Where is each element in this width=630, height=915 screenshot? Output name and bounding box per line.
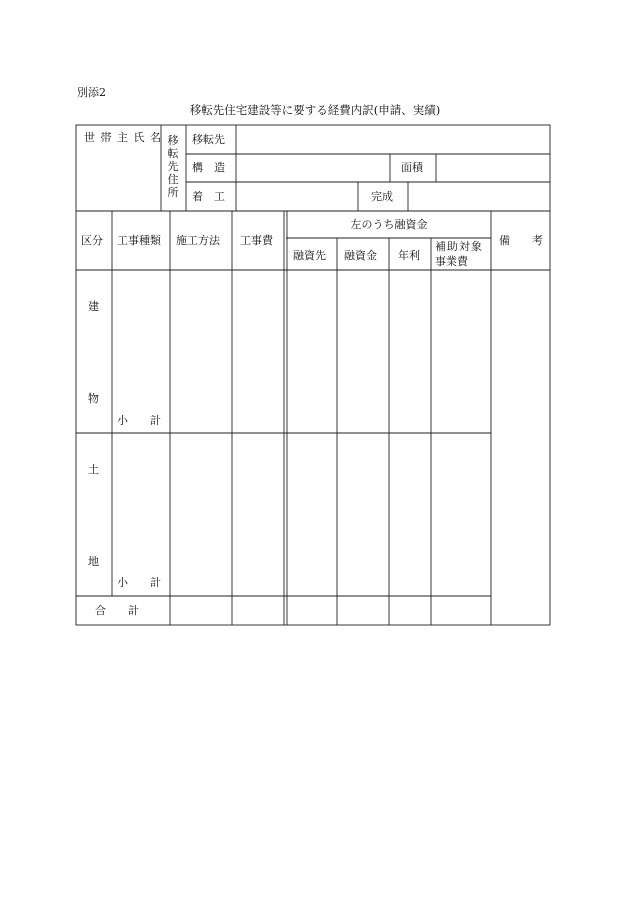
remarks-header: 備 考 <box>499 234 543 247</box>
work-type-header: 工事種類 <box>117 234 161 247</box>
building-section-label-top: 建 <box>88 300 99 313</box>
relocation-address-label: 移転先住所 <box>167 134 179 199</box>
grand-total-label: 合 計 <box>95 604 139 617</box>
construction-start-label: 着 工 <box>192 190 225 203</box>
financing-group-header: 左のうち融資金 <box>350 218 428 231</box>
annual-rate-header: 年利 <box>398 249 420 262</box>
relocation-destination-label: 移転先 <box>192 133 225 146</box>
category-header: 区分 <box>81 234 103 247</box>
building-subtotal-label: 小 計 <box>117 414 161 427</box>
loan-amount-header: 融資金 <box>344 249 377 262</box>
form-title: 移転先住宅建設等に要する経費内訳(申請、実績) <box>189 103 441 117</box>
construction-method-header: 施工方法 <box>176 234 220 247</box>
land-subtotal-label: 小 計 <box>117 576 161 589</box>
subsidized-cost-header-line2: 事業費 <box>435 255 468 268</box>
completion-label: 完成 <box>371 190 393 203</box>
land-section-label-bottom: 地 <box>88 555 99 568</box>
subsidized-cost-header-line1: 補助対象 <box>435 240 483 253</box>
annex-label: 別添2 <box>77 86 106 99</box>
construction-cost-header: 工事費 <box>240 234 273 247</box>
floor-area-label: 面積 <box>401 161 423 174</box>
household-head-name-label: 世 帯 主 氏 名 <box>84 131 162 144</box>
lender-header: 融資先 <box>293 249 326 262</box>
structure-label: 構 造 <box>192 161 225 174</box>
land-section-label-top: 土 <box>88 463 99 476</box>
building-section-label-bottom: 物 <box>88 392 99 405</box>
